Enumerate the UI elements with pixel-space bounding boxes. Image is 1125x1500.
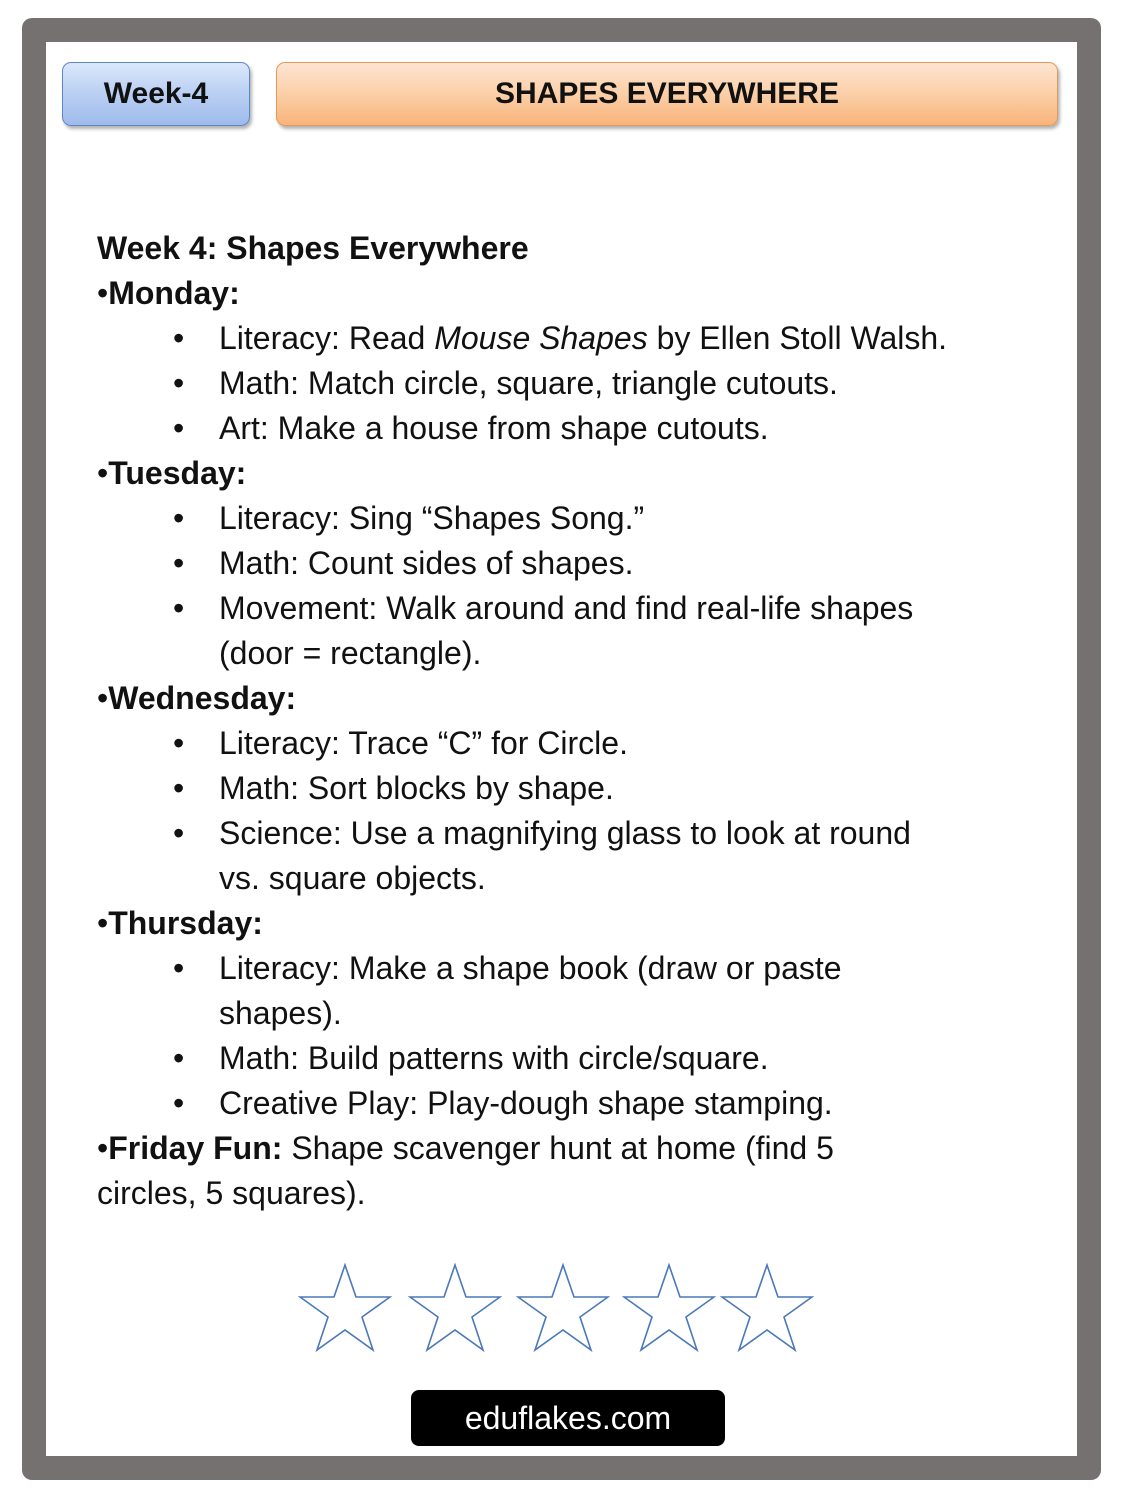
list-item xyxy=(97,361,997,406)
day-friday xyxy=(97,1126,997,1171)
item-text: Literacy: Read xyxy=(219,320,435,356)
item-text: Math: Sort blocks by shape. xyxy=(219,770,614,806)
day-name: Tuesday: xyxy=(108,455,247,491)
item-text-continued: (door = rectangle). xyxy=(219,635,482,671)
bullet: • xyxy=(173,590,185,626)
star-outline-icon xyxy=(408,1262,502,1354)
friday-text-continued: circles, 5 squares). xyxy=(97,1175,366,1211)
site-label: eduflakes.com xyxy=(411,1390,725,1446)
list-item xyxy=(97,946,997,1036)
plan-heading: Week 4: Shapes Everywhere xyxy=(97,230,529,266)
bullet: • xyxy=(173,950,185,986)
item-text: Math: Count sides of shapes. xyxy=(219,545,634,581)
star-outline-icon xyxy=(622,1262,716,1354)
item-text: Movement: Walk around and find real-life shapes xyxy=(219,590,914,626)
bullet: • xyxy=(173,545,185,581)
list-item xyxy=(97,406,997,451)
bullet: • xyxy=(97,1130,109,1166)
list-item xyxy=(97,721,997,766)
bullet: • xyxy=(97,455,109,491)
item-text: Creative Play: Play-dough shape stamping. xyxy=(219,1085,833,1121)
item-text: Literacy: Trace “C” for Circle. xyxy=(219,725,628,761)
day-name: Wednesday: xyxy=(108,680,297,716)
list-item xyxy=(97,586,997,676)
bullet: • xyxy=(173,815,185,851)
book-title: Mouse Shapes xyxy=(434,320,648,356)
bullet: • xyxy=(173,320,185,356)
bullet: • xyxy=(173,725,185,761)
list-item xyxy=(97,1081,997,1126)
bullet: • xyxy=(173,1085,185,1121)
item-text: Math: Build patterns with circle/square. xyxy=(219,1040,769,1076)
friday-label: Friday Fun: xyxy=(108,1130,283,1166)
item-text-continued: shapes). xyxy=(219,995,342,1031)
star-outline-icon xyxy=(720,1262,814,1354)
star-outline-icon xyxy=(298,1262,392,1354)
bullet: • xyxy=(173,410,185,446)
day-name: Monday: xyxy=(108,275,240,311)
item-text: Science: Use a magnifying glass to look at round xyxy=(219,815,911,851)
list-item xyxy=(97,316,997,361)
bullet: • xyxy=(97,680,109,716)
item-text: Art: Make a house from shape cutouts. xyxy=(219,410,769,446)
item-text-continued: vs. square objects. xyxy=(219,860,486,896)
item-text: Literacy: Sing “Shapes Song.” xyxy=(219,500,645,536)
day-monday xyxy=(97,271,997,316)
day-wednesday xyxy=(97,676,997,721)
friday-text: Shape scavenger hunt at home (find 5 xyxy=(282,1130,834,1166)
list-item xyxy=(97,766,997,811)
list-item xyxy=(97,1036,997,1081)
bullet: • xyxy=(97,905,109,941)
day-name: Thursday: xyxy=(108,905,263,941)
list-item xyxy=(97,541,997,586)
list-item xyxy=(97,811,997,901)
list-item xyxy=(97,496,997,541)
page-title: SHAPES EVERYWHERE xyxy=(276,62,1058,126)
week-badge: Week-4 xyxy=(62,62,250,126)
item-text: by Ellen Stoll Walsh. xyxy=(647,320,948,356)
bullet: • xyxy=(173,365,185,401)
bullet: • xyxy=(173,1040,185,1076)
bullet: • xyxy=(97,275,109,311)
day-tuesday xyxy=(97,451,997,496)
item-text: Literacy: Make a shape book (draw or paste xyxy=(219,950,842,986)
bullet: • xyxy=(173,500,185,536)
item-text: Math: Match circle, square, triangle cutouts. xyxy=(219,365,838,401)
lesson-plan xyxy=(97,226,997,1216)
bullet: • xyxy=(173,770,185,806)
star-outline-icon xyxy=(516,1262,610,1354)
star-rating xyxy=(298,1262,818,1354)
day-thursday xyxy=(97,901,997,946)
